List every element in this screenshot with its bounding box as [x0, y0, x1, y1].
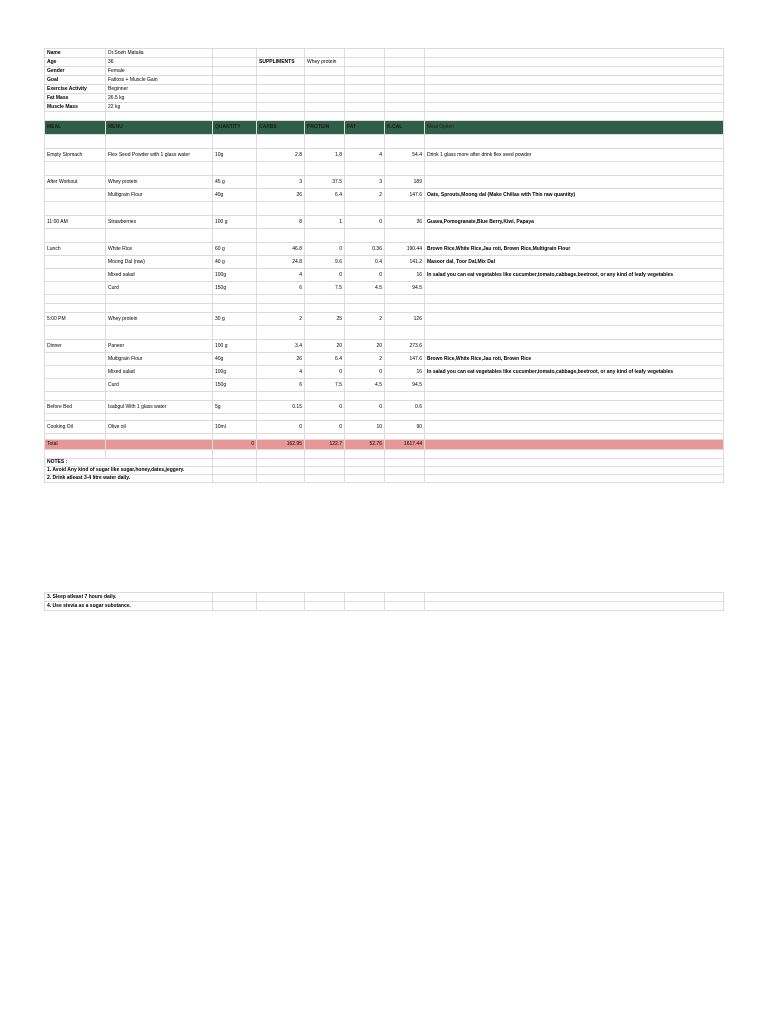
kcal-cell: 0.6	[385, 401, 425, 414]
profile-label: Goal	[45, 76, 106, 85]
qty-cell: 10ml	[213, 421, 257, 434]
carbs-cell: 46.8	[257, 243, 305, 256]
qty-cell: 40g	[213, 353, 257, 366]
meal-cell	[45, 366, 106, 379]
total-kcal: 1617.44	[385, 440, 425, 450]
option-cell	[425, 313, 724, 326]
table-row	[45, 176, 724, 189]
table-row	[45, 366, 724, 379]
meal-cell	[45, 256, 106, 269]
protein-cell: 1.8	[305, 149, 345, 162]
fat-cell: 10	[345, 421, 385, 434]
carbs-cell: 3.4	[257, 340, 305, 353]
notes-title: NOTES :	[45, 459, 213, 467]
option-cell: In salad you can eat vegetables like cucumber,tomato,cabbage,beetroot, or any kind of leafy vegetables	[425, 366, 724, 379]
fat-cell: 2	[345, 353, 385, 366]
notes-row	[45, 467, 724, 475]
profile-row	[45, 67, 724, 76]
carbs-cell: 8	[257, 216, 305, 229]
kcal-cell: 90	[385, 421, 425, 434]
protein-cell: 9.6	[305, 256, 345, 269]
profile-label: Fat Mass	[45, 94, 106, 103]
kcal-cell: 16	[385, 269, 425, 282]
protein-cell: 20	[305, 340, 345, 353]
meal-cell	[45, 269, 106, 282]
fat-cell: 20	[345, 340, 385, 353]
total-fat: 52.76	[345, 440, 385, 450]
fat-cell: 0	[345, 401, 385, 414]
option-cell: Oats, Sprouts,Moong dal (Make Chillas with This raw quantity)	[425, 189, 724, 202]
profile-value: 26.5 kg	[106, 94, 213, 103]
option-cell: Drink 1 glass more after drink flex seed powder	[425, 149, 724, 162]
meal-cell	[45, 282, 106, 295]
notes-row	[45, 593, 724, 602]
menu-cell: Paneer	[106, 340, 213, 353]
menu-cell: Whey protein	[106, 313, 213, 326]
kcal-cell: 54.4	[385, 149, 425, 162]
note-item: 1. Avoid Any kind of sugar like sugar,honey,dates,jeggery.	[45, 467, 213, 475]
option-cell	[425, 176, 724, 189]
notes-row	[45, 602, 724, 611]
option-cell: In salad you can eat vegetables like cucumber,tomato,cabbage,beetroot, or any kind of leafy vegetables	[425, 269, 724, 282]
menu-cell: Olive oil	[106, 421, 213, 434]
header-quantity: QUANTITY	[213, 121, 257, 135]
total-row	[45, 440, 724, 450]
carbs-cell: 26	[257, 189, 305, 202]
profile-value: Fatloss + Muscle Gain	[106, 76, 213, 85]
meal-cell: After Workout	[45, 176, 106, 189]
kcal-cell: 126	[385, 313, 425, 326]
meal-cell	[45, 353, 106, 366]
meal-cell: Before Bed	[45, 401, 106, 414]
note-item: 2. Drink atleast 3-4 litre water daily.	[45, 475, 213, 483]
menu-cell: Mixed salad	[106, 366, 213, 379]
menu-cell: Mixed salad	[106, 269, 213, 282]
profile-label: Name	[45, 49, 106, 58]
profile-value: Dr.Sneh Matalia	[106, 49, 213, 58]
header-option: Meal Option	[425, 121, 724, 135]
profile-row	[45, 49, 724, 58]
table-row	[45, 353, 724, 366]
carbs-cell: 3	[257, 176, 305, 189]
menu-cell: Moong Dal (raw)	[106, 256, 213, 269]
qty-cell: 100 g	[213, 216, 257, 229]
carbs-cell: 26	[257, 353, 305, 366]
menu-cell: Multigrain Flour	[106, 353, 213, 366]
protein-cell: 6.4	[305, 189, 345, 202]
carbs-cell: 0.15	[257, 401, 305, 414]
qty-cell: 100g	[213, 269, 257, 282]
profile-row	[45, 76, 724, 85]
profile-label: Muscle Mass	[45, 103, 106, 112]
header-menu: MENU	[106, 121, 213, 135]
meal-cell	[45, 189, 106, 202]
fat-cell: 2	[345, 313, 385, 326]
qty-cell: 60 g	[213, 243, 257, 256]
protein-cell: 7.5	[305, 282, 345, 295]
profile-value: 36	[106, 58, 213, 67]
table-header	[45, 121, 724, 135]
menu-cell: Strawberries	[106, 216, 213, 229]
profile-row	[45, 58, 724, 67]
qty-cell: 150g	[213, 282, 257, 295]
kcal-cell: 189	[385, 176, 425, 189]
protein-cell: 25	[305, 313, 345, 326]
menu-cell: Curd	[106, 282, 213, 295]
option-cell	[425, 401, 724, 414]
option-cell	[425, 421, 724, 434]
protein-cell: 0	[305, 243, 345, 256]
carbs-cell: 24.8	[257, 256, 305, 269]
option-cell	[425, 340, 724, 353]
protein-cell: 7.5	[305, 379, 345, 392]
menu-cell: Flex Seed Powder with 1 glass water	[106, 149, 213, 162]
meal-cell: Empty Stomach	[45, 149, 106, 162]
profile-row	[45, 85, 724, 94]
meal-cell: Lunch	[45, 243, 106, 256]
option-cell	[425, 379, 724, 392]
profile-label: Gender	[45, 67, 106, 76]
table-row	[45, 149, 724, 162]
fat-cell: 3	[345, 176, 385, 189]
option-cell: Brown Rice,White Rice,Jau roti, Brown Rice	[425, 353, 724, 366]
header-meal: MEAL	[45, 121, 106, 135]
table-row	[45, 243, 724, 256]
fat-cell: 4	[345, 149, 385, 162]
note-item: 3. Sleep atleast 7 hours daily.	[45, 593, 213, 602]
table-row	[45, 340, 724, 353]
qty-cell: 150g	[213, 379, 257, 392]
carbs-cell: 6	[257, 282, 305, 295]
table-row	[45, 216, 724, 229]
supplements-value: Whey protein	[305, 58, 345, 67]
kcal-cell: 94.5	[385, 379, 425, 392]
profile-value: Female	[106, 67, 213, 76]
total-label: Total	[45, 440, 106, 450]
menu-cell: Curd	[106, 379, 213, 392]
option-cell: Brown Rice,White Rice,Jau roti, Brown Rice,Multigrain Flour	[425, 243, 724, 256]
option-cell: Masoor dal, Toor Dal,Mix Dal	[425, 256, 724, 269]
header-carbs: CARBS	[257, 121, 305, 135]
table-row	[45, 313, 724, 326]
notes-row	[45, 475, 724, 483]
fat-cell: 0	[345, 269, 385, 282]
menu-cell: Isabgul With 1 glass water	[106, 401, 213, 414]
profile-label: Exercise Activity	[45, 85, 106, 94]
carbs-cell: 2.8	[257, 149, 305, 162]
meal-cell	[45, 379, 106, 392]
qty-cell: 40 g	[213, 256, 257, 269]
table-row	[45, 379, 724, 392]
table-row	[45, 269, 724, 282]
qty-cell: 40g	[213, 189, 257, 202]
option-cell: Guava,Pomogranate,Blue Berry,Kiwi, Papaya	[425, 216, 724, 229]
profile-row	[45, 94, 724, 103]
profile-value: 22 kg	[106, 103, 213, 112]
carbs-cell: 2	[257, 313, 305, 326]
header-protein: PROTEIN	[305, 121, 345, 135]
qty-cell: 10g	[213, 149, 257, 162]
qty-cell: 45 g	[213, 176, 257, 189]
profile-row	[45, 103, 724, 112]
table-row	[45, 401, 724, 414]
carbs-cell: 4	[257, 366, 305, 379]
header-fat: FAT	[345, 121, 385, 135]
table-row	[45, 189, 724, 202]
total-carbs: 162.95	[257, 440, 305, 450]
protein-cell: 37.5	[305, 176, 345, 189]
fat-cell: 0	[345, 216, 385, 229]
kcal-cell: 273.6	[385, 340, 425, 353]
qty-cell: 30 g	[213, 313, 257, 326]
fat-cell: 0.36	[345, 243, 385, 256]
kcal-cell: 36	[385, 216, 425, 229]
protein-cell: 0	[305, 269, 345, 282]
fat-cell: 2	[345, 189, 385, 202]
qty-cell: 100g	[213, 366, 257, 379]
fat-cell: 0.4	[345, 256, 385, 269]
qty-cell: 5g	[213, 401, 257, 414]
supplements-label: SUPPLIMENTS	[257, 58, 305, 67]
kcal-cell: 190.44	[385, 243, 425, 256]
menu-cell: White Rice	[106, 243, 213, 256]
kcal-cell: 141.2	[385, 256, 425, 269]
qty-cell: 100 g	[213, 340, 257, 353]
kcal-cell: 147.6	[385, 189, 425, 202]
diet-sheet	[44, 48, 724, 483]
fat-cell: 4.5	[345, 282, 385, 295]
meal-cell: Cooking Oil	[45, 421, 106, 434]
carbs-cell: 6	[257, 379, 305, 392]
meal-cell: Dinner	[45, 340, 106, 353]
table-row	[45, 282, 724, 295]
kcal-cell: 147.6	[385, 353, 425, 366]
table-row	[45, 256, 724, 269]
notes-row	[45, 459, 724, 467]
total-protein: 122.7	[305, 440, 345, 450]
meal-cell: 5:00 PM	[45, 313, 106, 326]
kcal-cell: 94.5	[385, 282, 425, 295]
profile-label: Age	[45, 58, 106, 67]
menu-cell: Whey protein	[106, 176, 213, 189]
fat-cell: 0	[345, 366, 385, 379]
carbs-cell: 0	[257, 421, 305, 434]
fat-cell: 4.5	[345, 379, 385, 392]
total-qty: 0	[213, 440, 257, 450]
protein-cell: 1	[305, 216, 345, 229]
menu-cell: Multigrain Flour	[106, 189, 213, 202]
notes-continued	[44, 592, 724, 611]
profile-value: Beginner	[106, 85, 213, 94]
protein-cell: 0	[305, 421, 345, 434]
protein-cell: 0	[305, 366, 345, 379]
table-row	[45, 421, 724, 434]
carbs-cell: 4	[257, 269, 305, 282]
protein-cell: 0	[305, 401, 345, 414]
option-cell	[425, 282, 724, 295]
header-kcal: K.CAL	[385, 121, 425, 135]
kcal-cell: 16	[385, 366, 425, 379]
note-item: 4. Use stevia as a sugar substance.	[45, 602, 213, 611]
protein-cell: 6.4	[305, 353, 345, 366]
meal-cell: 11:00 AM	[45, 216, 106, 229]
